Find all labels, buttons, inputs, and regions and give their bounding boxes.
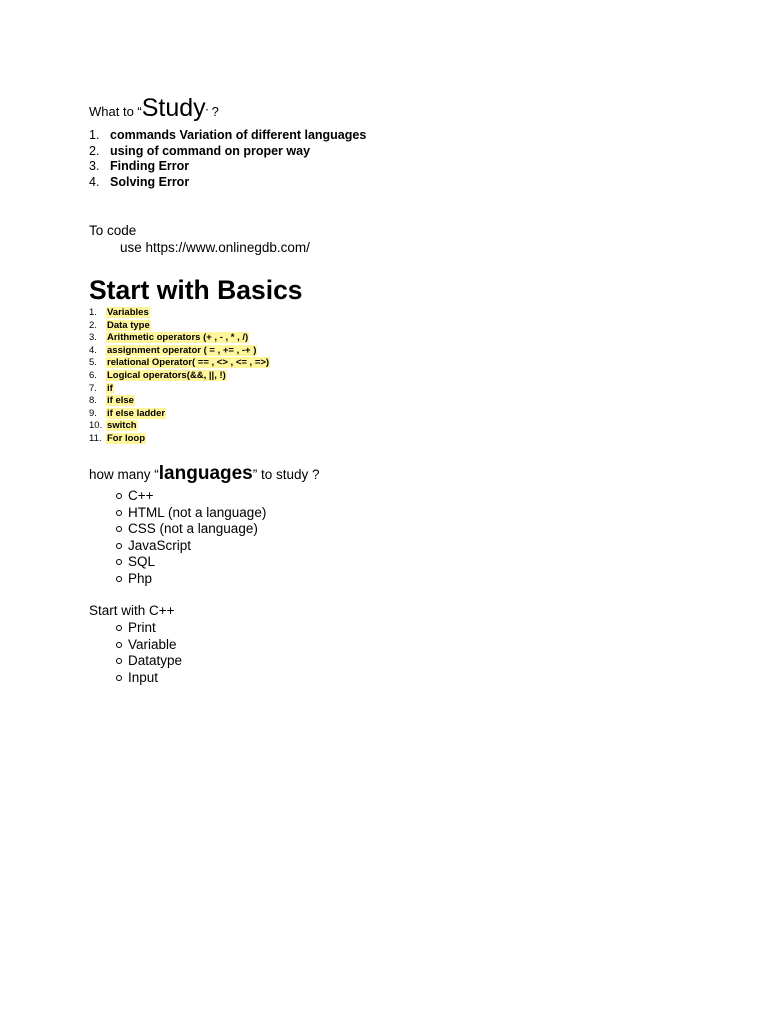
- languages-list: [116, 488, 266, 588]
- list-item: SQL: [116, 554, 266, 571]
- list-item: 10. switch: [89, 420, 137, 432]
- study-heading-word: Study: [141, 94, 206, 122]
- list-item: CSS (not a language): [116, 521, 266, 538]
- list-item: 1. commands Variation of different languages: [89, 128, 367, 142]
- circle-bullet-icon: [116, 510, 122, 516]
- use-url-text: use https://www.onlinegdb.com/: [120, 240, 310, 255]
- list-item: 8. if else: [89, 395, 134, 407]
- list-item: 4. assignment operator ( = , += , -+ ): [89, 344, 257, 356]
- circle-bullet-icon: [116, 625, 122, 631]
- study-list: [89, 128, 366, 190]
- list-item: 7. if: [89, 382, 113, 394]
- list-item: Input: [116, 670, 182, 687]
- list-item: Datatype: [116, 653, 182, 670]
- circle-bullet-icon: [116, 493, 122, 499]
- list-item: 5. relational Operator( == , <> , <= , =>): [89, 357, 270, 369]
- languages-heading-word: languages: [158, 463, 253, 484]
- list-item: 3. Arithmetic operators (+ , - , * , /): [89, 332, 249, 344]
- basics-title: Start with Basics: [89, 275, 303, 305]
- circle-bullet-icon: [116, 526, 122, 532]
- circle-bullet-icon: [116, 658, 122, 664]
- list-item: 11. For loop: [89, 432, 145, 444]
- list-item: HTML (not a language): [116, 505, 266, 522]
- circle-bullet-icon: [116, 543, 122, 549]
- list-item: Php: [116, 571, 266, 588]
- list-item: 6. Logical operators(&&, ||, !): [89, 369, 226, 381]
- list-item: C++: [116, 488, 266, 505]
- to-code-label: To code: [89, 223, 137, 238]
- list-item: Print: [116, 620, 182, 637]
- list-item: 2. Data type: [89, 319, 150, 331]
- study-heading: [89, 96, 219, 121]
- list-item: Variable: [116, 637, 182, 654]
- list-item: 2. using of command on proper way: [89, 143, 311, 158]
- circle-bullet-icon: [116, 559, 122, 565]
- list-item: 1. Variables: [89, 307, 149, 318]
- cpp-heading: Start with C++: [89, 603, 175, 618]
- basics-list: [89, 307, 270, 446]
- list-item: 9. if else ladder: [89, 407, 166, 419]
- study-heading-quote: ”: [205, 109, 209, 116]
- languages-heading: [89, 464, 320, 483]
- list-item: JavaScript: [116, 538, 266, 555]
- cpp-list: [116, 620, 182, 686]
- list-item: 3. Finding Error: [89, 159, 190, 173]
- languages-heading-prefix: how many “: [89, 467, 159, 482]
- languages-heading-suffix: ” to study ?: [252, 467, 320, 482]
- circle-bullet-icon: [116, 576, 122, 582]
- list-item: 4. Solving Error: [89, 174, 190, 189]
- study-heading-prefix: What to “: [89, 104, 142, 119]
- circle-bullet-icon: [116, 642, 122, 648]
- circle-bullet-icon: [116, 675, 122, 681]
- study-heading-question: ?: [208, 104, 219, 119]
